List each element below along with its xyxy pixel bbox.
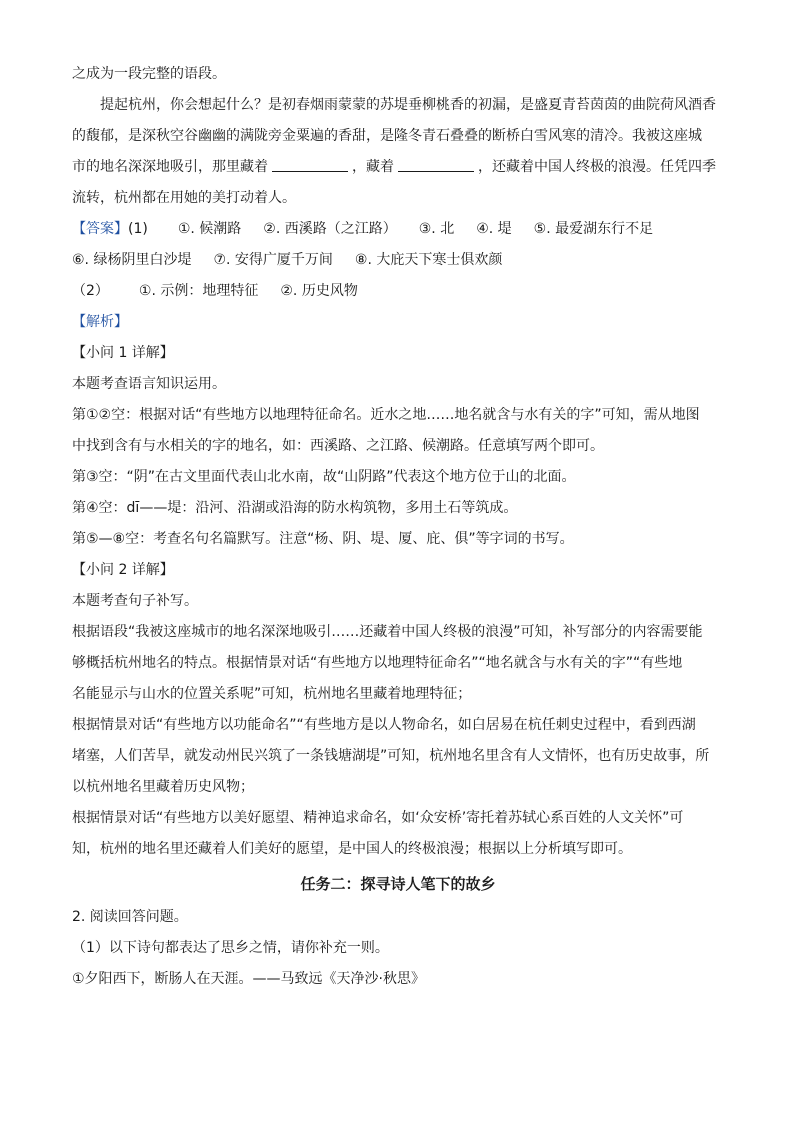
- q2-heading: 【小问 2 详解】: [72, 562, 174, 578]
- q2-line-3: 够概括杭州地名的特点。根据情景对话“有些地方以地理特征命名”“地名就含与水有关的字”“有些地: [72, 655, 683, 671]
- answer-p1-num: (1): [128, 221, 148, 237]
- q1-line-4: 第③空：“阴”在古文里面代表山北水南，故“山阴路”代表这个地方位于山的北面。: [72, 469, 576, 485]
- answer-p2-item-1: ①. 示例：地理特征: [138, 283, 259, 299]
- passage-line-3-a: 市的地名深深地吸引，那里藏着: [72, 159, 268, 175]
- answer-item-3: ③. 北: [418, 221, 455, 237]
- answer-p2-num: （2）: [72, 283, 109, 299]
- answer-item-1: ①. 候潮路: [177, 221, 242, 237]
- passage-line-3-b: ，藏着: [352, 159, 394, 175]
- q2-line-6: 堵塞，人们苦旱，就发动州民兴筑了一条钱塘湖堤”可知，杭州地名里含有人文情怀，也有历史故事，所: [72, 748, 710, 764]
- answer-line-3: [72, 281, 358, 301]
- q2-line-4: 名能显示与山水的位置关系呢”可知，杭州地名里藏着地理特征；: [72, 686, 472, 702]
- q1-line-2: 第①②空：根据对话“有些地方以地理特征命名。近水之地……地名就含与水有关的字”可知，需从地图: [72, 407, 700, 423]
- q1-line-1: 本题考查语言知识运用。: [72, 376, 226, 392]
- passage-line-4: 流转，杭州都在用她的美打动着人。: [72, 190, 296, 206]
- q2-line-5: 根据情景对话“有些地方以功能命名”“有些地方是以人物命名，如白居易在杭任刺史过程中，看到西湖: [72, 717, 696, 733]
- blank-1: [272, 157, 348, 172]
- passage-line-1: 提起杭州，你会想起什么？是初春烟雨蒙蒙的苏堤垂柳桃香的初漏，是盛夏青苔茵茵的曲院荷风酒香: [100, 97, 716, 113]
- answer-item-6: ⑥. 绿杨阴里白沙堤: [72, 252, 192, 268]
- q2-line-7: 以杭州地名里藏着历史风物；: [72, 779, 254, 795]
- task2-sub1: （1）以下诗句都表达了思乡之情，请你补充一则。: [72, 940, 389, 956]
- task2-question: 2. 阅读回答问题。: [72, 909, 188, 925]
- blank-2: [398, 157, 474, 172]
- answer-label: 【答案】: [72, 221, 128, 237]
- answer-p2-item-2: ②. 历史风物: [280, 283, 358, 299]
- q2-line-1: 本题考查句子补写。: [72, 593, 198, 609]
- q2-line-9: 知，杭州的地名里还藏着人们美好的愿望，是中国人的终极浪漫；根据以上分析填写即可。: [72, 841, 632, 857]
- q1-heading: 【小问 1 详解】: [72, 345, 174, 361]
- intro-tail: 之成为一段完整的语段。: [72, 66, 226, 82]
- q2-line-8: 根据情景对话“有些地方以美好愿望、精神追求命名，如‘众安桥’寄托着苏轼心系百姓的人文关怀”可: [72, 810, 684, 826]
- q2-line-2: 根据语段“我被这座城市的地名深深地吸引……还藏着中国人终极的浪漫”可知，补写部分的内容需要能: [72, 624, 703, 640]
- analysis-label: 【解析】: [72, 314, 128, 330]
- answer-item-2: ②. 西溪路（之江路）: [263, 221, 397, 237]
- task2-poem-line-1: ①夕阳西下，断肠人在天涯。——马致远《天净沙·秋思》: [72, 971, 425, 987]
- q1-line-3: 中找到含有与水相关的字的地名，如：西溪路、之江路、候潮路。任意填写两个即可。: [72, 438, 604, 454]
- passage-line-3-c: ，还藏着中国人终极的浪漫。任凭四季: [478, 159, 716, 175]
- task2-title: 任务二：探寻诗人笔下的故乡: [300, 875, 496, 893]
- q1-line-6: 第⑤—⑧空：考查名句名篇默写。注意“杨、阴、堤、厦、庇、俱”等字词的书写。: [72, 531, 574, 547]
- passage-line-2: 的馥郁，是深秋空谷幽幽的满陇旁金粟遍的香甜，是隆冬青石叠叠的断桥白雪风寒的清冷。我被这座城: [72, 128, 702, 144]
- answer-item-5: ⑤. 最爱湖东行不足: [533, 221, 654, 237]
- answer-line-2: [72, 250, 502, 270]
- answer-item-7: ⑦. 安得广厦千万间: [213, 252, 333, 268]
- q1-line-5: 第④空：dī——堤：沿河、沿湖或沿海的防水构筑物，多用土石等筑成。: [72, 500, 518, 516]
- answer-item-4: ④. 堤: [476, 221, 512, 237]
- passage-line-3: [72, 157, 716, 177]
- answer-line-1: [72, 219, 653, 239]
- answer-item-8: ⑧. 大庇天下寒士俱欢颜: [354, 252, 503, 268]
